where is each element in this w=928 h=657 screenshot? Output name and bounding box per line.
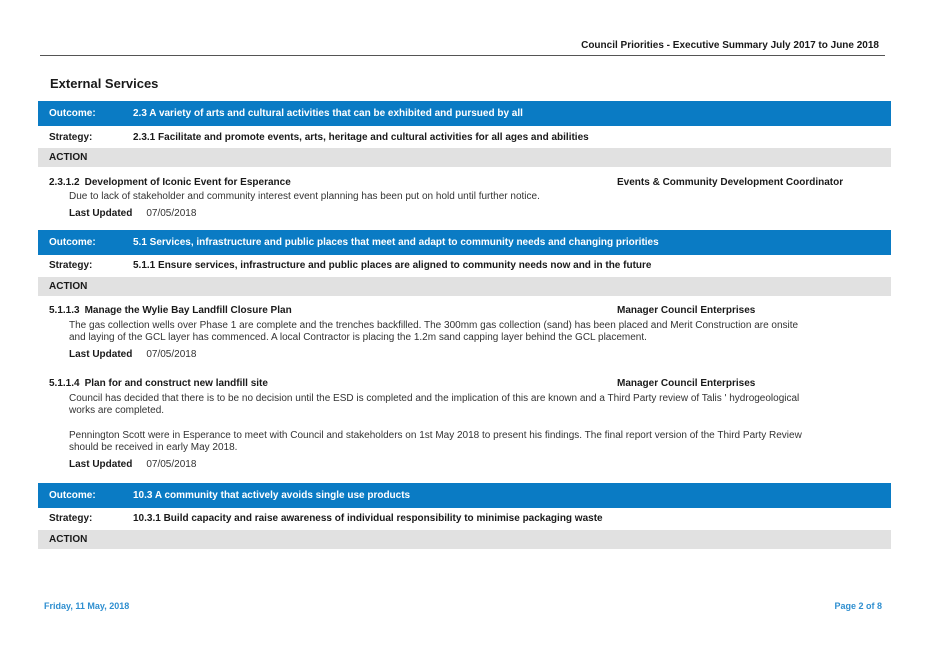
last-updated-label: Last Updated [69,349,133,360]
action-heading [49,377,891,391]
action-description [69,391,809,455]
strategy-label: Strategy: [49,131,93,143]
outcome-label: Outcome: [49,108,96,119]
last-updated-row [69,206,891,222]
outcome-title: 5.1 Services, infrastructure and public places that meet and adapt to community needs and changing priorities [133,236,659,248]
report-header-title: Council Priorities - Executive Summary July 2017 to June 2018 [581,40,879,51]
action-paragraph: The gas collection wells over Phase 1 are complete and the trenches backfilled. The 300mm gas collection (sand) has been placed and Merit Construction are onsite and laying of the GCL layer has commenced. A local Contractor is placing the 1.2m sand capping layer behind the GCL placement. [69,319,799,343]
last-updated-date: 07/05/2018 [146,459,197,470]
action-heading [49,304,891,318]
action-paragraph: Due to lack of stakeholder and community interest event planning has been put on hold until further notice. [69,191,540,202]
outcome-label: Outcome: [49,236,96,248]
strategy-title: 10.3.1 Build capacity and raise awareness of individual responsibility to minimise packaging waste [133,513,603,524]
action-title: Development of Iconic Event for Esperance [84,176,291,188]
action-description [69,318,809,345]
action-code: 2.3.1.2 [49,176,80,188]
action-owner: Events & Community Development Coordinator [617,176,844,188]
section-title: External Services [50,76,159,91]
strategy-row [38,126,891,148]
action-description [69,189,809,204]
strategy-title: 2.3.1 Facilitate and promote events, arts, heritage and cultural activities for all ages and abilities [133,131,589,143]
last-updated-date: 07/05/2018 [146,349,197,360]
last-updated-label: Last Updated [69,208,133,219]
outcome-bar [38,101,891,126]
strategy-row [38,255,891,277]
report-content [38,101,891,549]
strategy-row [38,508,891,530]
outcome-bar [38,483,891,508]
action-header: ACTION [38,148,891,167]
strategy-title: 5.1.1 Ensure services, infrastructure and public places are aligned to community needs now and in the future [133,260,652,271]
action-owner: Manager Council Enterprises [617,378,756,389]
footer-date: Friday, 11 May, 2018 [44,601,130,611]
action-code: 5.1.1.4 [49,378,80,389]
last-updated-row [69,457,891,473]
outcome-bar [38,230,891,255]
action-code: 5.1.1.3 [49,305,80,316]
action-header: ACTION [38,277,891,296]
header-divider [40,55,885,56]
action-header: ACTION [38,530,891,549]
action-owner: Manager Council Enterprises [617,305,756,316]
action-title: Plan for and construct new landfill site [84,378,268,389]
action-paragraph: Council has decided that there is to be no decision until the ESD is completed and the implication of this are known and a Third Party review of Talis ' hydrogeological works are completed. [69,392,800,416]
last-updated-label: Last Updated [69,459,133,470]
action-item [38,167,891,222]
action-title: Manage the Wylie Bay Landfill Closure Plan [84,305,292,316]
outcome-title: 2.3 A variety of arts and cultural activities that can be exhibited and pursued by all [133,108,523,119]
last-updated-row [69,347,891,363]
strategy-label: Strategy: [49,260,93,271]
action-heading [49,175,891,189]
outcome-title: 10.3 A community that actively avoids single use products [133,489,411,501]
action-item [38,369,891,473]
footer-page-number: Page 2 of 8 [834,601,882,611]
strategy-label: Strategy: [49,513,93,524]
last-updated-date: 07/05/2018 [146,208,197,219]
action-item [38,296,891,363]
outcome-label: Outcome: [49,489,96,501]
action-paragraph: Pennington Scott were in Esperance to meet with Council and stakeholders on 1st May 2018 to present his findings. The final report version of the Third Party Review should be received in early May 2018. [69,429,802,453]
spacer [38,222,891,230]
spacer [38,473,891,483]
